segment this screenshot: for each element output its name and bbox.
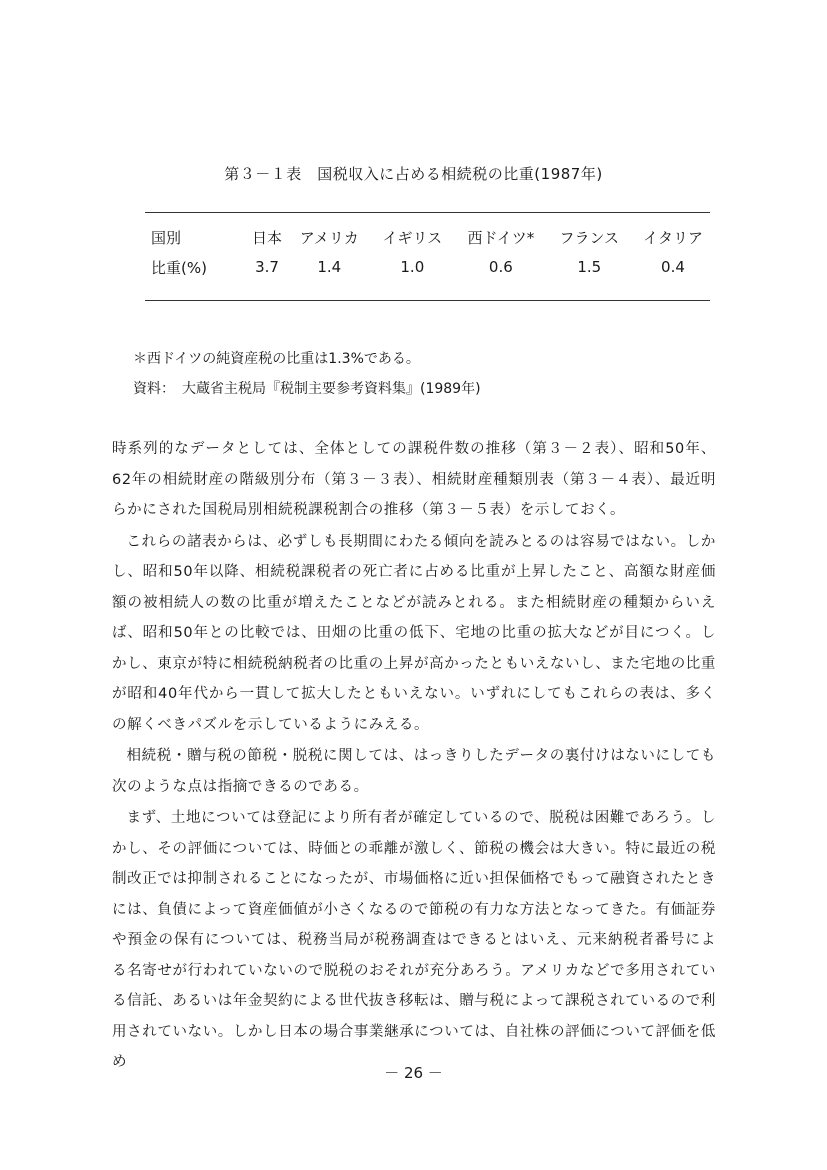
table-cell: 1.5 bbox=[577, 258, 602, 276]
table-bottom-rule bbox=[145, 300, 710, 301]
paragraph: 時系列的なデータとしては、全体としての課税件数の推移（第３－２表）、昭和50年、62年の相続財産の階級別分布（第３－３表）、相続財産種類別表（第３－４表）、最近明らかにされた国税局別相続税課税割合の推移（第３－５表）を示しておく。 bbox=[112, 441, 716, 518]
table-cell: 0.6 bbox=[488, 258, 513, 276]
table-cell: 比重(%) bbox=[151, 258, 207, 277]
table-cell: 1.4 bbox=[317, 258, 342, 276]
paragraph: 相続税・贈与税の節税・脱税に関しては、はっきりしたデータの裏付けはないにしても次のような点は指摘できるのである。 bbox=[112, 748, 716, 795]
paragraph: まず、土地については登記により所有者が確定しているので、脱税は困難であろう。しかし、その評価については、時価との乖離が激しく、節税の機会は大きい。特に最近の税制改正では抑制されることになったが、市場価格に近い担保価格でもって融資されたときには、負債によって資産価値が小さくなるので節税の有力な方法となってきた。有価証券や預金の保有については、税務当局が税務調査はできるとはいえ、元来納税者番号による名寄せが行われていないので脱税のおそれが充分あろう。アメリカなどで多用されている信託、あるいは年金契約による世代抜き移転は、贈与税によって課税されているので利用されていない。しかし日本の場合事業継承については、自社株の評価について評価を低め bbox=[112, 810, 716, 1070]
header-cell: イギリス bbox=[382, 228, 443, 247]
header-cell: フランス bbox=[559, 228, 620, 247]
page-number: － 26 － bbox=[384, 1064, 443, 1082]
tax-share-table bbox=[145, 222, 715, 282]
header-cell: 国別 bbox=[151, 228, 182, 247]
table-cell: 1.0 bbox=[400, 258, 425, 276]
table-header-row bbox=[145, 222, 715, 252]
table-cell: 0.4 bbox=[661, 258, 685, 276]
body-text bbox=[112, 434, 716, 1079]
table-cell: 3.7 bbox=[255, 258, 279, 276]
table-row bbox=[145, 252, 715, 282]
table-top-rule bbox=[145, 212, 710, 213]
header-cell: 西ドイツ* bbox=[467, 228, 535, 247]
paragraph: これらの諸表からは、必ずしも長期間にわたる傾向を読みとるのは容易ではない。しかし、昭和50年以降、相続税課税者の死亡者に占める比重が上昇したこと、高額な財産価額の被相続人の数の比重が増えたことなどが読みとれる。また相続財産の種類からいえば、昭和50年との比較では、田畑の比重の低下、宅地の比重の拡大などが目につく。しかし、東京が特に相続税納税者の比重の上昇が高かったともいえないし、また宅地の比重が昭和40年代から一貫して拡大したともいえない。いずれにしてもこれらの表は、多くの解くべきパズルを示しているようにみえる。 bbox=[112, 533, 716, 733]
table-caption: 第３－１表 国税収入に占める相続税の比重(1987年) bbox=[224, 165, 603, 183]
header-cell: イタリア bbox=[642, 228, 703, 247]
table-source: 資料： 大蔵省主税局『税制主要参考資料集』(1989年) bbox=[133, 381, 481, 397]
table-footnote: ＊西ドイツの純資産税の比重は1.3%である。 bbox=[133, 351, 420, 367]
header-cell: アメリカ bbox=[299, 228, 359, 247]
header-cell: 日本 bbox=[252, 228, 283, 247]
